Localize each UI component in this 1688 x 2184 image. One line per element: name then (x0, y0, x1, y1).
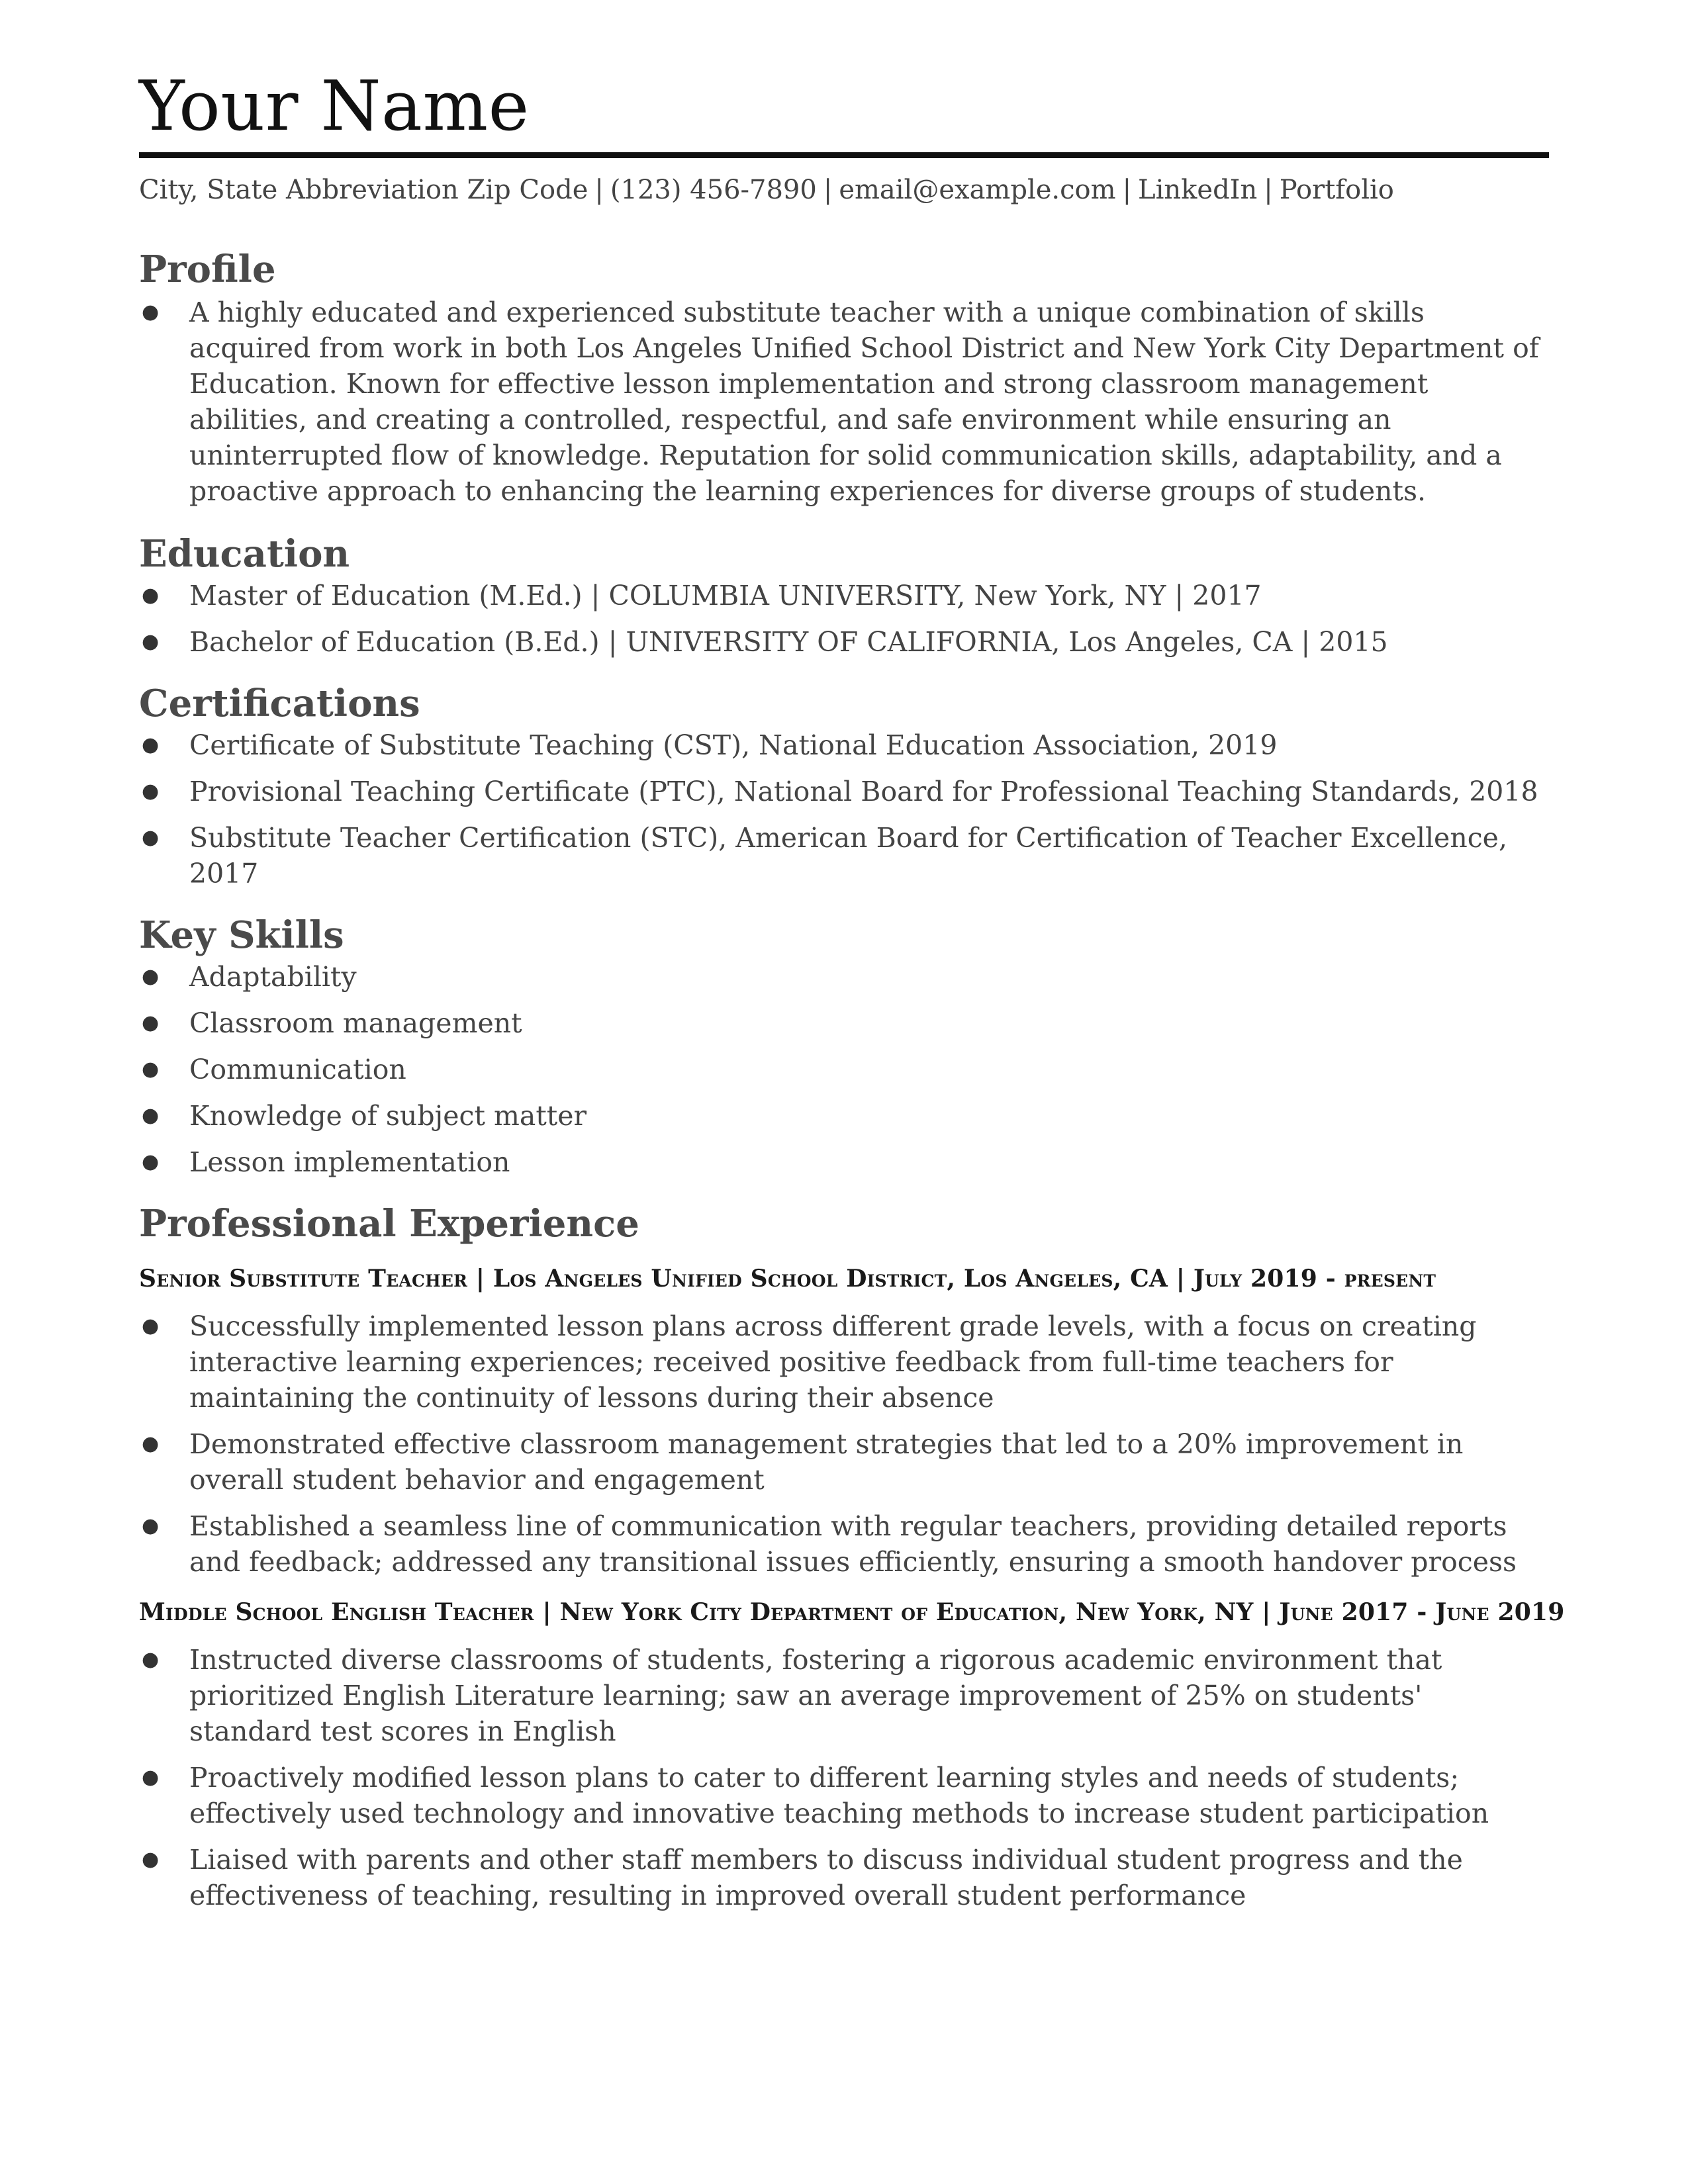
list-item (139, 1508, 1549, 1580)
list-item (139, 1098, 1549, 1134)
profile-list (139, 295, 1549, 509)
full-name: Your Name (139, 66, 530, 146)
job-bullet-text: Demonstrated effective classroom management strategies that led to a 20% improvement in overall student behavior and engagement (189, 1428, 1464, 1496)
contact-separator: | (1264, 175, 1273, 205)
job-bullet-text: Successfully implemented lesson plans across different grade levels, with a focus on creating interactive learning experiences; received positive feedback from full-time teachers for maintaining the continuity of lessons during their absence (189, 1310, 1477, 1414)
list-item (139, 1052, 1549, 1087)
education-item: Master of Education (M.Ed.) | COLUMBIA UNIVERSITY, New York, NY | 2017 (189, 580, 1262, 612)
education-item: Bachelor of Education (B.Ed.) | UNIVERSITY OF CALIFORNIA, Los Angeles, CA | 2015 (189, 626, 1388, 658)
bullet-icon: ● (142, 1011, 160, 1034)
job-heading: Senior Substitute Teacher | Los Angeles Unified School District, Los Angeles, CA | July 2019 - present (139, 1265, 1436, 1293)
bullet-icon: ● (142, 1648, 160, 1671)
contact-line (139, 173, 1549, 207)
bullet-icon: ● (142, 1432, 160, 1455)
skills-list (139, 959, 1549, 1180)
contact-linkedin[interactable]: LinkedIn (1138, 175, 1258, 205)
certification-item: Certificate of Substitute Teaching (CST), National Education Association, 2019 (189, 729, 1278, 761)
certification-item: Provisional Teaching Certificate (PTC), National Board for Professional Teaching Standards, 2018 (189, 776, 1538, 807)
list-item (139, 727, 1549, 763)
list-item (139, 624, 1549, 660)
contact-portfolio[interactable]: Portfolio (1279, 175, 1394, 205)
profile-text: A highly educated and experienced substitute teacher with a unique combination of skills acquired from work in both Los Angeles Unified School District and New York City Department of Education. Known for effective lesson implementation and strong classroom management abilities, and creating a controlled, respectful, and safe environment while ensuring an uninterrupted flow of knowledge. Reputation for solid communication skills, adaptability, and a proactive approach to enhancing the learning experiences for diverse groups of students. (189, 296, 1539, 507)
bullet-icon: ● (142, 1314, 160, 1338)
list-item (139, 1144, 1549, 1180)
bullet-icon: ● (142, 1150, 160, 1173)
job-bullet-text: Instructed diverse classrooms of students, fostering a rigorous academic environment that prioritized English Literature learning; saw an average improvement of 25% on students' standard test scores in English (189, 1644, 1442, 1747)
bullet-icon: ● (142, 1848, 160, 1871)
skill-item: Adaptability (189, 961, 357, 993)
skill-item: Communication (189, 1054, 406, 1085)
contact-separator: | (1122, 175, 1132, 205)
section-title-certifications: Certifications (139, 682, 420, 725)
bullet-icon: ● (142, 733, 160, 756)
bullet-icon: ● (142, 300, 160, 324)
contact-email[interactable]: email@example.com (839, 175, 1116, 205)
education-list (139, 578, 1549, 660)
job-bullets (139, 1308, 1549, 1580)
list-item (139, 1642, 1549, 1749)
skill-item: Lesson implementation (189, 1146, 510, 1178)
job-bullet-text: Proactively modified lesson plans to cater to different learning styles and needs of students; effectively used technology and innovative teaching methods to increase student participation (189, 1762, 1489, 1829)
job-heading: Middle School English Teacher | New York City Department of Education, New York, NY | June 2017 - June 2019 (139, 1598, 1565, 1626)
certifications-list (139, 727, 1549, 891)
bullet-icon: ● (142, 1058, 160, 1081)
job-bullets (139, 1642, 1549, 1913)
list-item (139, 578, 1549, 614)
contact-separator: | (823, 175, 833, 205)
list-item (139, 1308, 1549, 1416)
bullet-icon: ● (142, 584, 160, 607)
section-title-experience: Professional Experience (139, 1202, 639, 1246)
list-item (139, 1842, 1549, 1913)
contact-separator: | (594, 175, 604, 205)
section-title-skills: Key Skills (139, 913, 344, 957)
section-title-education: Education (139, 532, 350, 576)
contact-location: City, State Abbreviation Zip Code (139, 175, 588, 205)
section-title-profile: Profile (139, 248, 276, 291)
list-item (139, 1005, 1549, 1041)
job-bullet-text: Established a seamless line of communication with regular teachers, providing detailed reports and feedback; addressed any transitional issues efficiently, ensuring a smooth handover process (189, 1510, 1517, 1578)
bullet-icon: ● (142, 965, 160, 988)
skill-item: Knowledge of subject matter (189, 1100, 587, 1132)
bullet-icon: ● (142, 1766, 160, 1789)
header-rule (139, 152, 1549, 158)
bullet-icon: ● (142, 1104, 160, 1127)
job-bullet-text: Liaised with parents and other staff members to discuss individual student progress and the effectiveness of teaching, resulting in improved overall student performance (189, 1844, 1463, 1911)
bullet-icon: ● (142, 630, 160, 653)
certification-item: Substitute Teacher Certification (STC), American Board for Certification of Teacher Excellence, 2017 (189, 822, 1507, 889)
bullet-icon: ● (142, 1514, 160, 1537)
skill-item: Classroom management (189, 1007, 522, 1039)
list-item (139, 959, 1549, 995)
list-item (139, 295, 1549, 509)
bullet-icon: ● (142, 826, 160, 849)
list-item (139, 774, 1549, 809)
list-item (139, 1426, 1549, 1498)
list-item (139, 820, 1549, 891)
bullet-icon: ● (142, 780, 160, 803)
list-item (139, 1760, 1549, 1831)
contact-phone: (123) 456-7890 (610, 175, 817, 205)
